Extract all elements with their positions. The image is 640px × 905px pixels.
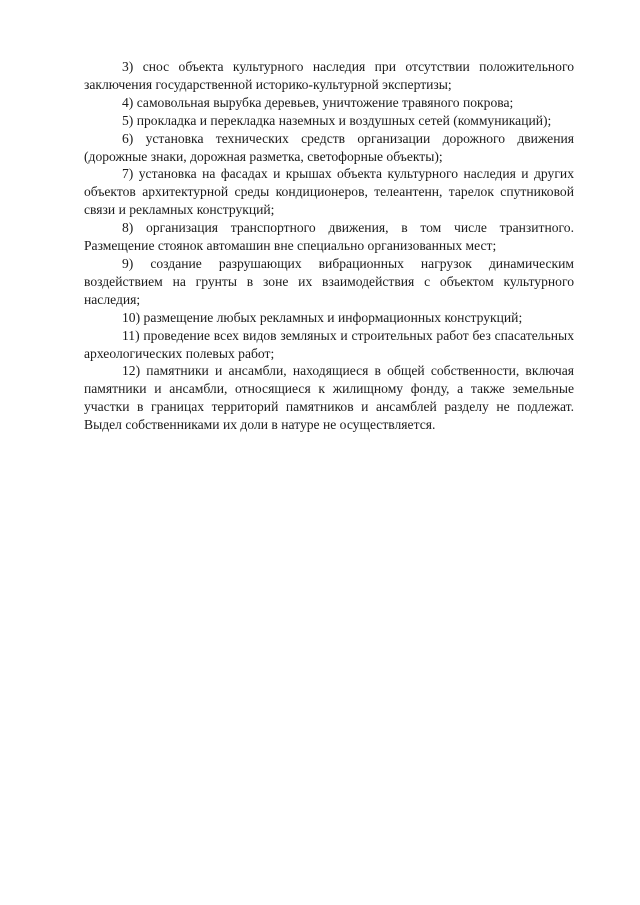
list-item-6: 6) установка технических средств организации дорожного движения (дорожные знаки, дорожная разметка, светофорные объекты); bbox=[84, 130, 574, 164]
list-item-9: 9) создание разрушающих вибрационных нагрузок динамическим воздействием на грунты в зоне их взаимодействия с объектом культурного наследия; bbox=[84, 255, 574, 307]
list-item-5: 5) прокладка и перекладка наземных и воздушных сетей (коммуникаций); bbox=[122, 112, 552, 128]
list-item-7: 7) установка на фасадах и крышах объекта культурного наследия и других объектов архитектурной среды кондиционеров, телеантенн, тарелок спутниковой связи и рекламных конструкций; bbox=[84, 166, 574, 218]
list-item-3: 3) снос объекта культурного наследия при отсутствии положительного заключения государственной историко-культурной экспертизы; bbox=[84, 59, 574, 92]
list-item-10: 10) размещение любых рекламных и информационных конструкций; bbox=[122, 309, 523, 325]
list-item-4: 4) самовольная вырубка деревьев, уничтожение травяного покрова; bbox=[122, 94, 514, 110]
list-item-12: 12) памятники и ансамбли, находящиеся в общей собственности, включая памятники и ансамбли, относящиеся к жилищному фонду, а также земельные участки в границах территорий памятников и ансамблей разделу не подлежат. Выдел собственниками их доли в натуре не осуществляется. bbox=[84, 363, 574, 433]
list-item-8: 8) организация транспортного движения, в том числе транзитного. Размещение стоянок автомашин вне специально организованных мест; bbox=[84, 220, 574, 254]
list-item-11: 11) проведение всех видов земляных и строительных работ без спасательных археологических полевых работ; bbox=[84, 327, 574, 361]
document-page bbox=[84, 58, 574, 434]
